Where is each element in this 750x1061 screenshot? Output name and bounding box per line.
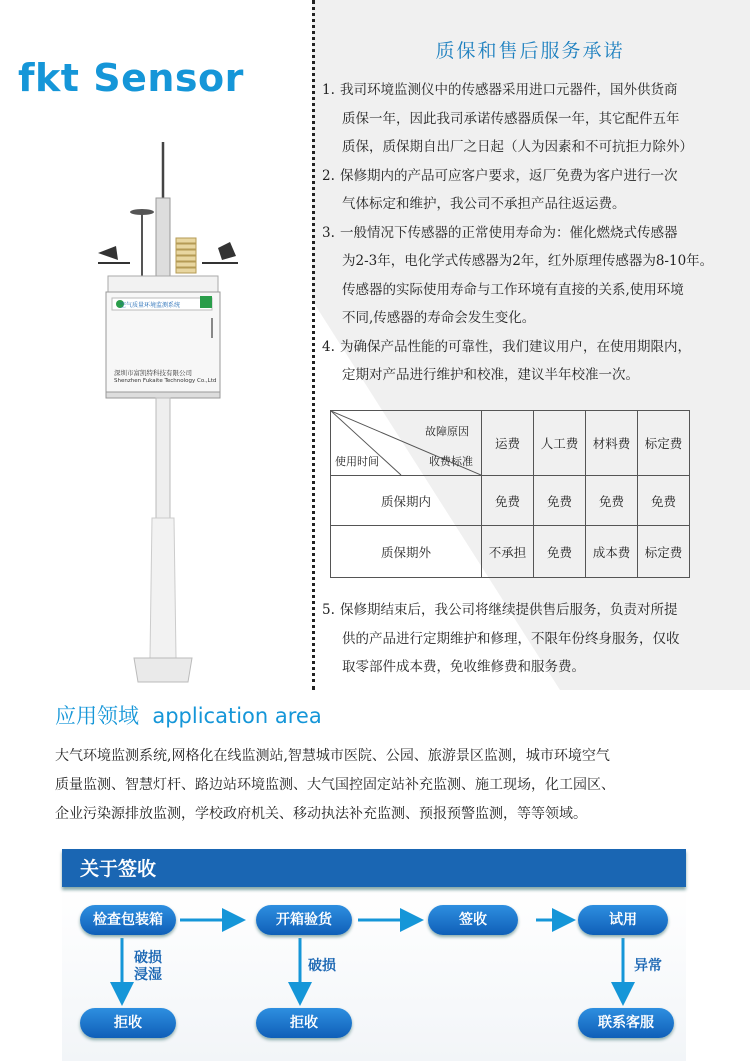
row-label: 质保期内	[331, 476, 482, 526]
promise-line: 不同,传感器的寿命会发生变化。	[342, 310, 536, 326]
promise-line: 一般情况下传感器的正常使用寿命为：催化燃烧式传感器	[340, 224, 678, 241]
promise-item	[322, 162, 722, 219]
application-line: 企业污染源排放监测，学校政府机关、移动执法补充监测、预报预警监测，等等领域。	[55, 806, 587, 822]
table-cell: 免费	[638, 476, 690, 526]
promise-line: 我司环境监测仪中的传感器采用进口元器件，国外供货商	[340, 82, 678, 98]
promise-item-number: 5.	[322, 602, 335, 618]
sign-title: 关于签收	[80, 858, 157, 880]
column-header: 标定费	[638, 411, 690, 476]
promise-line: 定期对产品进行维护和校准，建议半年校准一次。	[342, 367, 639, 383]
monitoring-station-image	[90, 138, 250, 698]
promise-title: 质保和售后服务承诺	[435, 40, 625, 62]
column-header: 运费	[482, 411, 534, 476]
row-label: 质保期外	[331, 526, 482, 578]
corner-label-top: 故障原因	[425, 425, 469, 438]
promise-line: 为2-3年，电化学式传感器为2年，红外原理传感器为8-10年。	[342, 253, 714, 269]
promise-line: 取零部件成本费，免收维修费和服务费。	[342, 659, 585, 675]
promise-line: 保修期结束后，我公司将继续提供售后服务，负责对所提	[340, 602, 678, 618]
step-trial: 试用	[578, 905, 668, 935]
condition-damaged-wet: 破损 浸湿	[134, 950, 162, 983]
warranty-table	[330, 410, 690, 578]
warranty-header-row	[331, 411, 690, 476]
warranty-corner-cell	[331, 411, 482, 476]
promise-line: 传感器的实际使用寿命与工作环境有直接的关系,使用环境	[342, 281, 684, 298]
outcome-contact-service: 联系客服	[578, 1008, 674, 1038]
promise-item	[322, 76, 722, 162]
table-cell: 免费	[586, 476, 638, 526]
application-line: 质量监测、智慧灯杆、路边站环境监测、大气国控固定站补充监测、施工现场，化工园区、	[55, 777, 615, 793]
promise-item	[322, 596, 722, 682]
device-company-cn: 深圳市富凯特科技有限公司	[114, 369, 192, 377]
step-sign: 签收	[428, 905, 518, 935]
step-check-box: 检查包装箱	[80, 905, 176, 935]
promise-line: 气体标定和维护，我公司不承担产品往返运费。	[342, 196, 626, 212]
condition-damaged: 破损	[308, 958, 336, 974]
table-cell: 成本费	[586, 526, 638, 578]
table-cell: 不承担	[482, 526, 534, 578]
table-cell: 免费	[482, 476, 534, 526]
promise-item-text	[340, 76, 722, 162]
promise-item	[322, 219, 722, 333]
promise-item-number: 1.	[322, 82, 335, 98]
condition-abnormal: 异常	[634, 958, 662, 974]
table-row	[331, 526, 690, 578]
monitoring-station-drawing	[90, 138, 250, 698]
promise-line: 为确保产品性能的可靠性，我们建议用户，在使用期限内，	[340, 338, 691, 355]
sign-header-bar	[62, 849, 686, 887]
outcome-reject: 拒收	[256, 1008, 352, 1038]
promise-item-number: 4.	[322, 338, 335, 355]
corner-label-bottom-right: 收费标准	[429, 455, 473, 468]
application-line: 大气环境监测系统,网格化在线监测站,智慧城市医院、公园、旅游景区监测，城市环境空气	[55, 748, 610, 764]
promise-item-number: 2.	[322, 167, 335, 184]
promise-list	[322, 76, 722, 390]
step-unbox-inspect: 开箱验货	[256, 905, 352, 935]
corner-label-bottom-left: 使用时间	[335, 455, 379, 468]
promise-item-text	[340, 596, 722, 682]
device-company-en: Shenzhen Fukaite Technology Co.,Ltd	[114, 378, 217, 384]
promise-line: 供的产品进行定期维护和修理，不限年份终身服务，仅收	[342, 630, 680, 647]
promise-item	[322, 333, 722, 390]
promise-line: 质保，质保期自出厂之日起（人为因素和不可抗拒力除外）	[342, 139, 693, 155]
promise-item-text	[340, 219, 722, 333]
outcome-reject: 拒收	[80, 1008, 176, 1038]
promise-item-5	[322, 596, 722, 682]
application-text	[55, 742, 715, 829]
table-cell: 免费	[534, 526, 586, 578]
brand-logo: fkt Sensor	[18, 56, 244, 100]
device-label: 空气质量环境监测系统	[120, 302, 181, 309]
promise-item-text	[340, 162, 722, 219]
promise-item-text	[340, 333, 722, 390]
application-title: 应用领域 application area	[55, 704, 322, 728]
promise-item-number: 3.	[322, 224, 335, 241]
dotted-divider	[312, 0, 315, 690]
table-row	[331, 476, 690, 526]
promise-line: 保修期内的产品可应客户要求，返厂免费为客户进行一次	[340, 167, 678, 184]
promise-line: 质保一年，因此我司承诺传感器质保一年，其它配件五年	[342, 110, 680, 127]
table-cell: 标定费	[638, 526, 690, 578]
column-header: 人工费	[534, 411, 586, 476]
column-header: 材料费	[586, 411, 638, 476]
table-cell: 免费	[534, 476, 586, 526]
